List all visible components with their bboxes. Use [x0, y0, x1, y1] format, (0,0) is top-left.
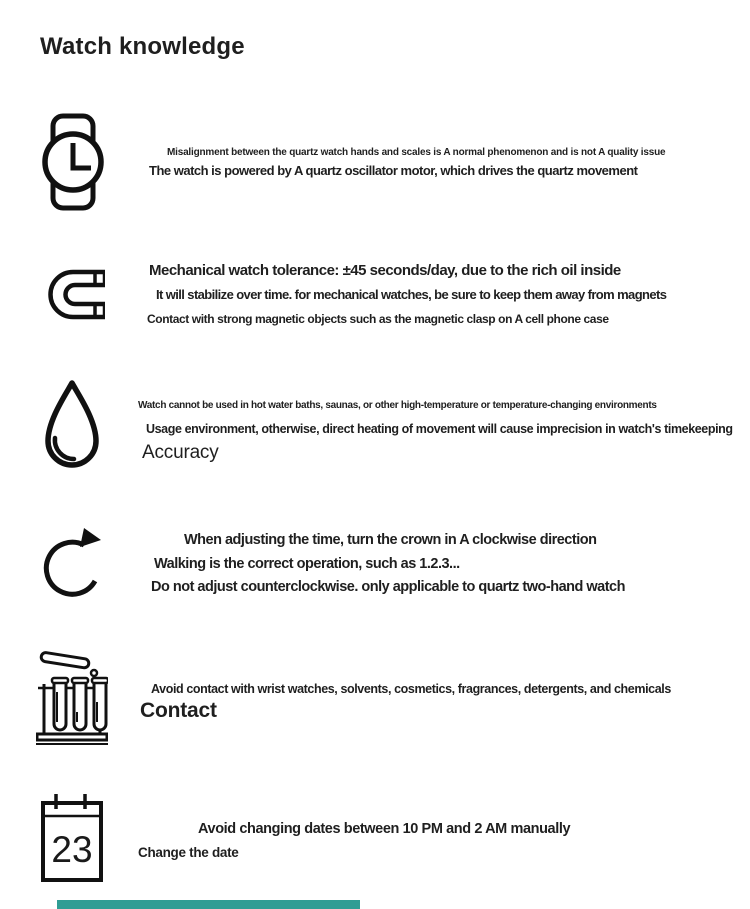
walking-operation-text: Walking is the correct operation, such as 1.2.3... — [154, 556, 460, 572]
accuracy-heading: Accuracy — [142, 442, 219, 463]
magnetic-objects-text: Contact with strong magnetic objects such as the magnetic clasp on A cell phone case — [147, 312, 609, 326]
calendar-day-number: 23 — [51, 829, 93, 870]
counterclockwise-warning-text: Do not adjust counterclockwise. only applicable to quartz two-hand watch — [151, 579, 625, 595]
quartz-alignment-note: Misalignment between the quartz watch hands and scales is A normal phenomenon and is not A quality issue — [167, 147, 666, 158]
test-tubes-icon — [36, 648, 108, 746]
page-title: Watch knowledge — [40, 33, 245, 60]
hot-water-warning-text: Watch cannot be used in hot water baths, saunas, or other high-temperature or temperature-changing environments — [138, 400, 657, 411]
contact-heading: Contact — [140, 699, 217, 722]
magnet-icon — [43, 266, 105, 323]
clockwise-rotation-icon — [42, 527, 104, 599]
usage-environment-text: Usage environment, otherwise, direct heating of movement will cause imprecision in watch's timekeeping — [146, 422, 733, 436]
bottom-accent-bar — [57, 900, 360, 909]
crown-clockwise-text: When adjusting the time, turn the crown in A clockwise direction — [184, 532, 597, 548]
mechanical-tolerance-text: Mechanical watch tolerance: ±45 seconds/day, due to the rich oil inside — [149, 262, 621, 279]
change-date-text: Change the date — [138, 845, 239, 860]
magnet-warning-text: It will stabilize over time. for mechanical watches, be sure to keep them away from magnets — [156, 287, 667, 302]
quartz-movement-text: The watch is powered by A quartz oscillator motor, which drives the quartz movement — [149, 163, 638, 178]
wristwatch-icon — [40, 112, 106, 212]
chemicals-warning-text: Avoid contact with wrist watches, solvents, cosmetics, fragrances, detergents, and chemicals — [151, 682, 671, 696]
water-drop-icon — [38, 378, 106, 478]
date-change-warning-text: Avoid changing dates between 10 PM and 2 AM manually — [198, 821, 571, 837]
calendar-icon — [40, 790, 104, 884]
